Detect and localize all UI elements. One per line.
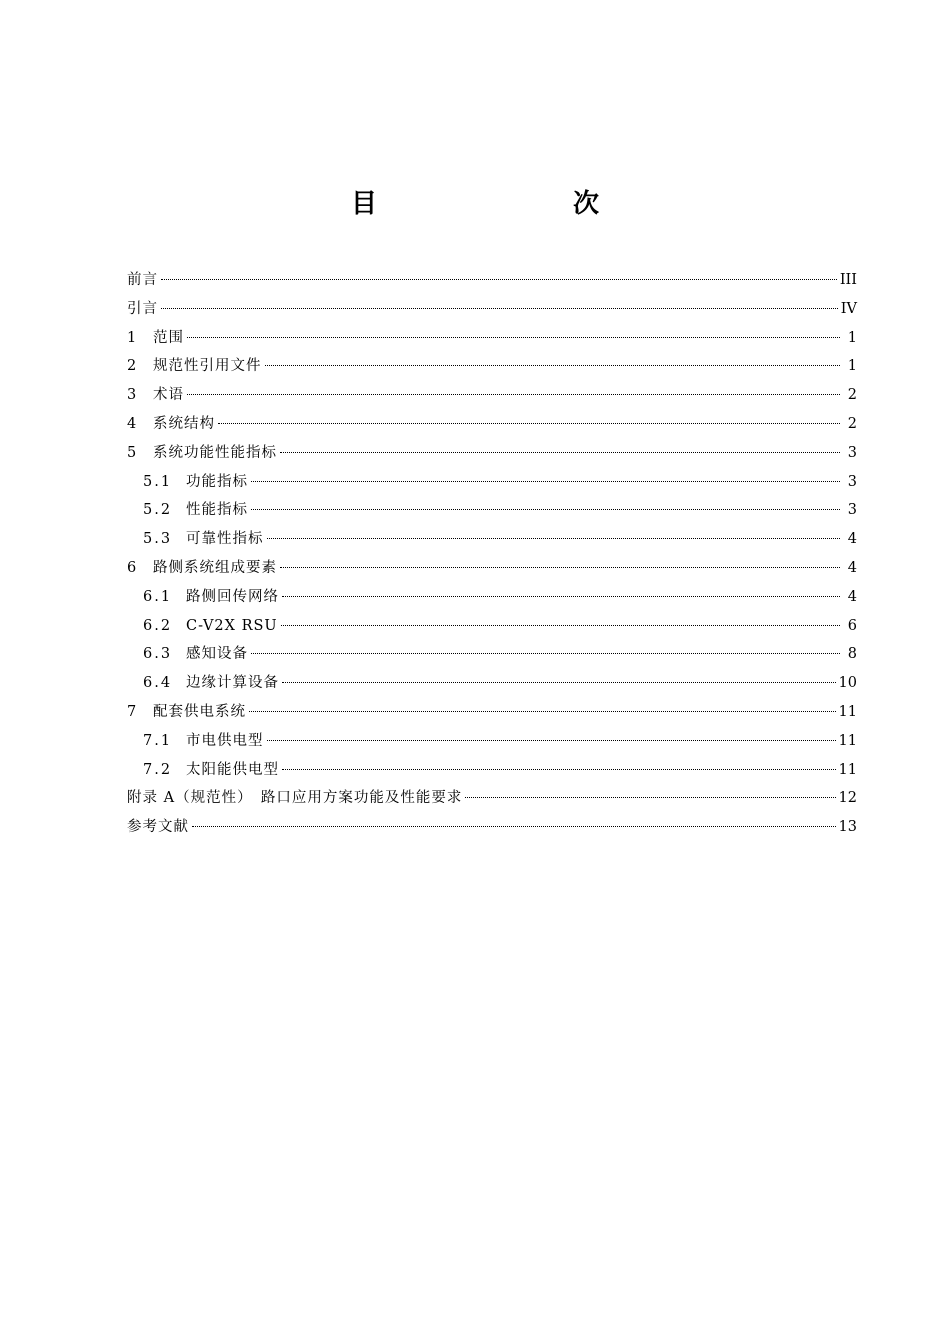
toc-entry-page-number: 4 <box>847 588 857 605</box>
toc-entry-label: 市电供电型 <box>186 732 264 749</box>
dot-leader <box>267 739 836 741</box>
toc-entry-number: 5.2 <box>143 502 173 519</box>
toc-entry-page-number: 1 <box>847 358 857 375</box>
toc-entry-number: 7 <box>127 703 137 720</box>
dot-leader <box>161 307 838 309</box>
dot-leader <box>282 681 836 683</box>
toc-entry-number: 6 <box>127 559 137 576</box>
toc-entry-page-number: 13 <box>838 819 857 836</box>
dot-leader <box>187 393 840 395</box>
toc-entry-page-number: 12 <box>838 790 857 807</box>
dot-leader <box>161 278 837 280</box>
dot-leader <box>280 566 840 568</box>
toc-entry[interactable] <box>127 756 857 785</box>
toc-entry-label: 前言 <box>127 272 158 288</box>
toc-entry-label: 配套供电系统 <box>153 703 246 720</box>
toc-entry-label: C-V2X RSU <box>186 617 278 634</box>
toc-entry-page-number: 10 <box>838 675 857 692</box>
toc-entry[interactable] <box>127 784 857 813</box>
dot-leader <box>282 768 836 770</box>
toc-entry-number: 6.3 <box>143 646 173 663</box>
toc-entry-label: 术语 <box>153 387 184 404</box>
dot-leader <box>281 624 840 626</box>
dot-leader <box>282 595 840 597</box>
toc-entry-number: 6.1 <box>143 588 173 605</box>
toc-entry-label: 规范性引用文件 <box>153 358 262 375</box>
toc-entry-number: 6.4 <box>143 675 173 692</box>
toc-entry-number: 5.3 <box>143 531 173 548</box>
toc-entry-page-number: 4 <box>847 559 857 576</box>
toc-entry[interactable] <box>127 496 857 525</box>
toc-entry[interactable] <box>127 381 857 410</box>
toc-entry-label: 系统结构 <box>153 415 215 432</box>
toc-entry[interactable] <box>127 669 857 698</box>
toc-entry-page-number: 3 <box>847 473 857 490</box>
dot-leader <box>249 710 836 712</box>
toc-entry-number: 5.1 <box>143 473 173 490</box>
toc-entry-label: 范围 <box>153 329 184 346</box>
toc-entry-page-number: 6 <box>847 617 857 634</box>
toc-entry-label: 引言 <box>127 300 158 317</box>
toc-entry[interactable] <box>127 640 857 669</box>
table-of-contents <box>127 266 857 842</box>
toc-entry-number: 2 <box>127 358 137 375</box>
toc-entry[interactable] <box>127 439 857 468</box>
toc-entry-page-number: 4 <box>847 531 857 548</box>
toc-entry[interactable] <box>127 295 857 324</box>
toc-entry[interactable] <box>127 324 857 353</box>
toc-entry-page-number: 11 <box>838 761 857 778</box>
toc-entry-label: 路侧系统组成要素 <box>153 559 277 576</box>
toc-entry-label: 感知设备 <box>186 646 248 663</box>
toc-entry-number: 1 <box>127 329 137 346</box>
toc-entry[interactable] <box>127 612 857 641</box>
toc-entry-number: 7.2 <box>143 761 173 778</box>
dot-leader <box>251 652 840 654</box>
toc-entry[interactable] <box>127 698 857 727</box>
toc-entry-page-number: 11 <box>838 732 857 749</box>
toc-entry-number: 4 <box>127 415 137 432</box>
toc-entry[interactable] <box>127 583 857 612</box>
dot-leader <box>187 336 840 338</box>
dot-leader <box>251 480 840 482</box>
toc-entry-page-number: 1 <box>847 329 857 346</box>
toc-entry-page-number: 8 <box>847 646 857 663</box>
toc-entry-label: 太阳能供电型 <box>186 761 279 778</box>
toc-entry-label: 系统功能性能指标 <box>153 444 277 461</box>
toc-entry-label: 参考文献 <box>127 819 189 836</box>
toc-entry[interactable] <box>127 813 857 842</box>
dot-leader <box>465 796 835 798</box>
toc-entry[interactable] <box>127 266 857 295</box>
toc-entry-page-number: 11 <box>838 703 857 720</box>
toc-entry[interactable] <box>127 554 857 583</box>
toc-entry-label: 可靠性指标 <box>186 531 264 548</box>
toc-entry-number: 5 <box>127 444 137 461</box>
toc-entry-page-number: III <box>839 272 857 288</box>
toc-entry[interactable] <box>127 727 857 756</box>
toc-entry[interactable] <box>127 352 857 381</box>
toc-entry-number: 3 <box>127 387 137 404</box>
toc-entry-page-number: 2 <box>847 415 857 432</box>
dot-leader <box>251 508 840 510</box>
toc-entry-number: 6.2 <box>143 617 173 634</box>
toc-entry-label: 附录 A（规范性） 路口应用方案功能及性能要求 <box>127 790 463 807</box>
dot-leader <box>192 825 836 827</box>
dot-leader <box>265 364 841 366</box>
dot-leader <box>280 451 840 453</box>
page-title: 目 次 <box>350 189 647 219</box>
toc-entry-label: 边缘计算设备 <box>186 675 279 692</box>
toc-entry-label: 路侧回传网络 <box>186 588 279 605</box>
dot-leader <box>218 422 840 424</box>
toc-entry-page-number: 3 <box>847 444 857 461</box>
dot-leader <box>267 537 841 539</box>
toc-entry-label: 性能指标 <box>186 502 248 519</box>
toc-entry[interactable] <box>127 410 857 439</box>
toc-entry-number: 7.1 <box>143 732 173 749</box>
toc-entry[interactable] <box>127 525 857 554</box>
toc-entry-label: 功能指标 <box>186 473 248 490</box>
toc-entry[interactable] <box>127 468 857 497</box>
toc-entry-page-number: 3 <box>847 502 857 519</box>
toc-entry-page-number: 2 <box>847 387 857 404</box>
toc-entry-page-number: IV <box>840 300 857 317</box>
